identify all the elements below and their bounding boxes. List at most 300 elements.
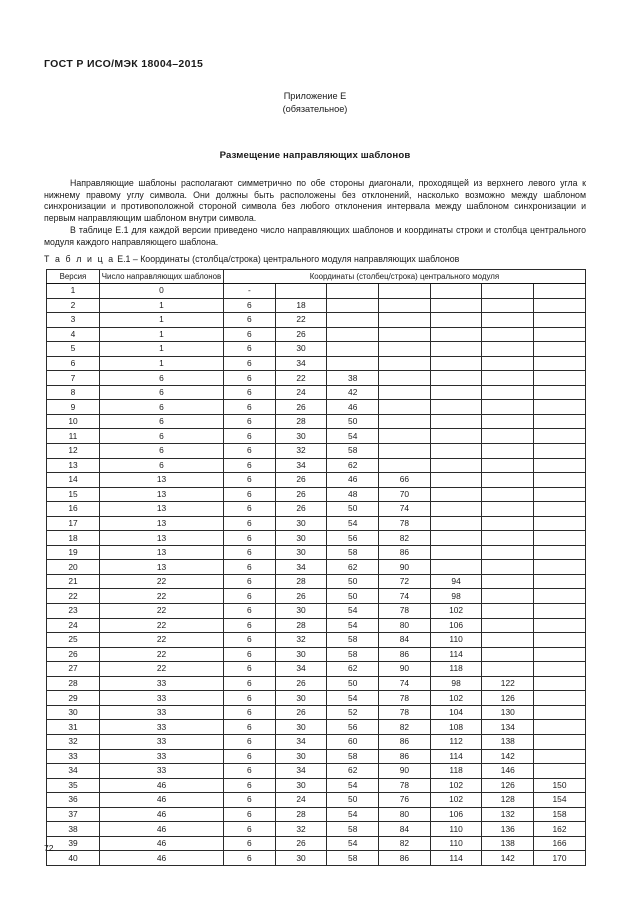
cell-coordinate: 22 bbox=[275, 371, 327, 386]
cell-coordinate bbox=[482, 313, 534, 328]
cell-coordinate: 84 bbox=[379, 633, 431, 648]
table-row bbox=[47, 836, 586, 851]
cell-version: 36 bbox=[47, 793, 100, 808]
cell-coordinate bbox=[534, 734, 586, 749]
cell-coordinate bbox=[534, 458, 586, 473]
cell-coordinate bbox=[534, 749, 586, 764]
annex-status: (обязательное) bbox=[282, 103, 348, 114]
cell-coordinate: 26 bbox=[275, 705, 327, 720]
cell-coordinate: 84 bbox=[379, 822, 431, 837]
table-row bbox=[47, 429, 586, 444]
column-header-coordinates: Координаты (столбец/строка) центрального модуля bbox=[224, 270, 586, 284]
cell-coordinate bbox=[534, 516, 586, 531]
cell-coordinate: 24 bbox=[275, 793, 327, 808]
cell-version: 39 bbox=[47, 836, 100, 851]
cell-version: 22 bbox=[47, 589, 100, 604]
cell-version: 10 bbox=[47, 414, 100, 429]
table-row bbox=[47, 284, 586, 299]
cell-coordinate: 130 bbox=[482, 705, 534, 720]
cell-coordinate bbox=[534, 633, 586, 648]
cell-coordinate: 80 bbox=[379, 618, 431, 633]
cell-coordinate: 136 bbox=[482, 822, 534, 837]
cell-coordinate: 78 bbox=[379, 516, 431, 531]
cell-coordinate bbox=[534, 720, 586, 735]
cell-coordinate bbox=[482, 604, 534, 619]
cell-coordinate bbox=[430, 400, 482, 415]
cell-pattern-count: 22 bbox=[100, 574, 224, 589]
table-row bbox=[47, 531, 586, 546]
cell-coordinate: 58 bbox=[327, 633, 379, 648]
cell-coordinate: 42 bbox=[327, 385, 379, 400]
cell-coordinate bbox=[534, 342, 586, 357]
cell-pattern-count: 1 bbox=[100, 327, 224, 342]
cell-pattern-count: 1 bbox=[100, 313, 224, 328]
cell-coordinate: 86 bbox=[379, 647, 431, 662]
cell-coordinate: 34 bbox=[275, 662, 327, 677]
table-row bbox=[47, 545, 586, 560]
cell-coordinate bbox=[482, 487, 534, 502]
table-row bbox=[47, 589, 586, 604]
cell-coordinate: 58 bbox=[327, 851, 379, 866]
cell-coordinate: 56 bbox=[327, 531, 379, 546]
cell-pattern-count: 33 bbox=[100, 691, 224, 706]
cell-coordinate: 102 bbox=[430, 604, 482, 619]
cell-coordinate bbox=[534, 618, 586, 633]
body-text-block bbox=[44, 178, 586, 248]
cell-coordinate bbox=[482, 385, 534, 400]
cell-pattern-count: 1 bbox=[100, 298, 224, 313]
cell-version: 37 bbox=[47, 807, 100, 822]
cell-version: 30 bbox=[47, 705, 100, 720]
cell-coordinate: 30 bbox=[275, 531, 327, 546]
cell-coordinate: 6 bbox=[224, 385, 276, 400]
cell-coordinate bbox=[534, 313, 586, 328]
cell-pattern-count: 6 bbox=[100, 414, 224, 429]
cell-coordinate: 142 bbox=[482, 851, 534, 866]
cell-coordinate: 6 bbox=[224, 691, 276, 706]
cell-coordinate: 86 bbox=[379, 734, 431, 749]
table-row bbox=[47, 734, 586, 749]
cell-coordinate bbox=[482, 414, 534, 429]
cell-pattern-count: 33 bbox=[100, 764, 224, 779]
table-row bbox=[47, 371, 586, 386]
cell-coordinate: 6 bbox=[224, 560, 276, 575]
cell-coordinate: 34 bbox=[275, 560, 327, 575]
cell-coordinate: 30 bbox=[275, 720, 327, 735]
cell-pattern-count: 1 bbox=[100, 342, 224, 357]
cell-coordinate: 30 bbox=[275, 778, 327, 793]
cell-coordinate bbox=[534, 691, 586, 706]
table-row bbox=[47, 356, 586, 371]
cell-coordinate: 6 bbox=[224, 749, 276, 764]
table-row bbox=[47, 487, 586, 502]
cell-coordinate: 6 bbox=[224, 531, 276, 546]
cell-coordinate bbox=[534, 414, 586, 429]
cell-coordinate: 90 bbox=[379, 764, 431, 779]
cell-coordinate bbox=[482, 473, 534, 488]
cell-coordinate bbox=[430, 444, 482, 459]
cell-coordinate: 58 bbox=[327, 822, 379, 837]
cell-coordinate: 6 bbox=[224, 371, 276, 386]
cell-coordinate: 132 bbox=[482, 807, 534, 822]
cell-coordinate: 82 bbox=[379, 531, 431, 546]
table-row bbox=[47, 851, 586, 866]
cell-coordinate bbox=[430, 371, 482, 386]
cell-coordinate bbox=[379, 458, 431, 473]
cell-coordinate bbox=[482, 589, 534, 604]
cell-pattern-count: 13 bbox=[100, 516, 224, 531]
cell-coordinate bbox=[430, 560, 482, 575]
page-number: 72 bbox=[44, 843, 54, 853]
cell-coordinate: 60 bbox=[327, 734, 379, 749]
cell-coordinate: 90 bbox=[379, 662, 431, 677]
table-header-row bbox=[47, 270, 586, 284]
cell-coordinate: 54 bbox=[327, 618, 379, 633]
table-row bbox=[47, 793, 586, 808]
cell-coordinate bbox=[379, 429, 431, 444]
cell-coordinate: 34 bbox=[275, 458, 327, 473]
cell-coordinate bbox=[534, 604, 586, 619]
column-header-version: Версия bbox=[47, 270, 100, 284]
cell-coordinate: 6 bbox=[224, 342, 276, 357]
cell-coordinate: 6 bbox=[224, 313, 276, 328]
cell-coordinate: 54 bbox=[327, 604, 379, 619]
cell-coordinate bbox=[327, 327, 379, 342]
cell-coordinate: 78 bbox=[379, 604, 431, 619]
cell-version: 38 bbox=[47, 822, 100, 837]
table-row bbox=[47, 705, 586, 720]
cell-coordinate bbox=[534, 647, 586, 662]
cell-pattern-count: 33 bbox=[100, 720, 224, 735]
cell-coordinate: 6 bbox=[224, 589, 276, 604]
cell-pattern-count: 22 bbox=[100, 633, 224, 648]
cell-coordinate: 34 bbox=[275, 356, 327, 371]
cell-coordinate bbox=[430, 414, 482, 429]
cell-coordinate bbox=[379, 400, 431, 415]
cell-pattern-count: 46 bbox=[100, 807, 224, 822]
cell-coordinate: 166 bbox=[534, 836, 586, 851]
cell-coordinate: 6 bbox=[224, 836, 276, 851]
cell-coordinate: 50 bbox=[327, 589, 379, 604]
cell-coordinate: 74 bbox=[379, 676, 431, 691]
cell-coordinate: 72 bbox=[379, 574, 431, 589]
cell-coordinate: 6 bbox=[224, 429, 276, 444]
cell-coordinate bbox=[327, 342, 379, 357]
cell-coordinate: 128 bbox=[482, 793, 534, 808]
cell-coordinate: 46 bbox=[327, 473, 379, 488]
cell-coordinate bbox=[482, 342, 534, 357]
cell-coordinate: 26 bbox=[275, 502, 327, 517]
cell-pattern-count: 6 bbox=[100, 371, 224, 386]
cell-coordinate: 48 bbox=[327, 487, 379, 502]
cell-coordinate: 6 bbox=[224, 793, 276, 808]
cell-version: 13 bbox=[47, 458, 100, 473]
cell-pattern-count: 33 bbox=[100, 676, 224, 691]
cell-coordinate: 6 bbox=[224, 764, 276, 779]
cell-coordinate: 94 bbox=[430, 574, 482, 589]
cell-coordinate bbox=[482, 574, 534, 589]
cell-coordinate bbox=[534, 371, 586, 386]
cell-version: 21 bbox=[47, 574, 100, 589]
cell-coordinate bbox=[534, 589, 586, 604]
table-caption bbox=[44, 254, 459, 264]
annex-heading-block bbox=[0, 90, 630, 115]
cell-coordinate bbox=[430, 327, 482, 342]
cell-version: 17 bbox=[47, 516, 100, 531]
cell-coordinate: 98 bbox=[430, 589, 482, 604]
cell-coordinate bbox=[534, 298, 586, 313]
cell-pattern-count: 13 bbox=[100, 545, 224, 560]
table-row bbox=[47, 604, 586, 619]
table-row bbox=[47, 313, 586, 328]
cell-coordinate: 22 bbox=[275, 313, 327, 328]
cell-coordinate bbox=[327, 298, 379, 313]
cell-coordinate: 118 bbox=[430, 662, 482, 677]
cell-coordinate bbox=[430, 458, 482, 473]
cell-coordinate bbox=[482, 633, 534, 648]
cell-version: 31 bbox=[47, 720, 100, 735]
cell-coordinate bbox=[534, 385, 586, 400]
cell-coordinate bbox=[379, 284, 431, 299]
table-row bbox=[47, 807, 586, 822]
cell-coordinate: 54 bbox=[327, 691, 379, 706]
cell-version: 34 bbox=[47, 764, 100, 779]
cell-coordinate: 110 bbox=[430, 822, 482, 837]
cell-coordinate: 6 bbox=[224, 473, 276, 488]
table-row bbox=[47, 633, 586, 648]
cell-coordinate: 6 bbox=[224, 633, 276, 648]
cell-version: 7 bbox=[47, 371, 100, 386]
table-row bbox=[47, 385, 586, 400]
cell-version: 25 bbox=[47, 633, 100, 648]
cell-coordinate: 6 bbox=[224, 545, 276, 560]
table-row bbox=[47, 574, 586, 589]
cell-pattern-count: 6 bbox=[100, 385, 224, 400]
cell-version: 16 bbox=[47, 502, 100, 517]
cell-version: 3 bbox=[47, 313, 100, 328]
cell-version: 6 bbox=[47, 356, 100, 371]
cell-coordinate: 76 bbox=[379, 793, 431, 808]
cell-coordinate: 28 bbox=[275, 618, 327, 633]
cell-coordinate: 54 bbox=[327, 807, 379, 822]
table-caption-rest: Е.1 – Координаты (столбца/строка) центрального модуля направляющих шаблонов bbox=[117, 254, 460, 264]
cell-coordinate bbox=[379, 298, 431, 313]
table-row bbox=[47, 458, 586, 473]
cell-coordinate bbox=[430, 487, 482, 502]
cell-coordinate bbox=[482, 429, 534, 444]
cell-coordinate: 32 bbox=[275, 444, 327, 459]
cell-coordinate: 78 bbox=[379, 705, 431, 720]
cell-coordinate: 30 bbox=[275, 545, 327, 560]
cell-pattern-count: 46 bbox=[100, 793, 224, 808]
cell-pattern-count: 46 bbox=[100, 836, 224, 851]
cell-coordinate bbox=[534, 429, 586, 444]
cell-coordinate bbox=[482, 327, 534, 342]
cell-coordinate: 30 bbox=[275, 429, 327, 444]
cell-coordinate: 62 bbox=[327, 764, 379, 779]
cell-coordinate bbox=[534, 356, 586, 371]
cell-coordinate: 142 bbox=[482, 749, 534, 764]
cell-coordinate bbox=[534, 545, 586, 560]
cell-coordinate bbox=[430, 502, 482, 517]
cell-coordinate bbox=[534, 327, 586, 342]
cell-coordinate bbox=[482, 531, 534, 546]
cell-coordinate: 38 bbox=[327, 371, 379, 386]
table-body bbox=[47, 284, 586, 866]
cell-pattern-count: 13 bbox=[100, 531, 224, 546]
cell-coordinate: 106 bbox=[430, 807, 482, 822]
cell-coordinate bbox=[379, 327, 431, 342]
cell-pattern-count: 0 bbox=[100, 284, 224, 299]
cell-coordinate: 66 bbox=[379, 473, 431, 488]
cell-coordinate: 62 bbox=[327, 560, 379, 575]
cell-coordinate: 54 bbox=[327, 836, 379, 851]
cell-coordinate: 26 bbox=[275, 836, 327, 851]
cell-coordinate: 90 bbox=[379, 560, 431, 575]
cell-coordinate: 26 bbox=[275, 473, 327, 488]
cell-coordinate: 28 bbox=[275, 414, 327, 429]
table-row bbox=[47, 691, 586, 706]
cell-coordinate bbox=[379, 414, 431, 429]
cell-coordinate bbox=[430, 473, 482, 488]
cell-coordinate bbox=[379, 356, 431, 371]
cell-coordinate bbox=[327, 284, 379, 299]
cell-version: 12 bbox=[47, 444, 100, 459]
cell-coordinate bbox=[482, 618, 534, 633]
cell-coordinate: 58 bbox=[327, 444, 379, 459]
cell-coordinate: 78 bbox=[379, 691, 431, 706]
cell-coordinate: 106 bbox=[430, 618, 482, 633]
cell-coordinate: 24 bbox=[275, 385, 327, 400]
cell-coordinate bbox=[482, 400, 534, 415]
cell-coordinate: 50 bbox=[327, 574, 379, 589]
cell-coordinate: 170 bbox=[534, 851, 586, 866]
cell-coordinate: 62 bbox=[327, 662, 379, 677]
cell-pattern-count: 46 bbox=[100, 851, 224, 866]
cell-coordinate: 74 bbox=[379, 502, 431, 517]
cell-coordinate: 150 bbox=[534, 778, 586, 793]
cell-version: 29 bbox=[47, 691, 100, 706]
cell-version: 28 bbox=[47, 676, 100, 691]
cell-version: 33 bbox=[47, 749, 100, 764]
cell-coordinate: 18 bbox=[275, 298, 327, 313]
cell-coordinate: 86 bbox=[379, 545, 431, 560]
table-row bbox=[47, 400, 586, 415]
cell-coordinate: 82 bbox=[379, 836, 431, 851]
cell-coordinate: 34 bbox=[275, 734, 327, 749]
cell-coordinate: - bbox=[224, 284, 276, 299]
cell-version: 8 bbox=[47, 385, 100, 400]
cell-coordinate bbox=[534, 487, 586, 502]
cell-coordinate: 6 bbox=[224, 604, 276, 619]
cell-coordinate: 110 bbox=[430, 836, 482, 851]
cell-coordinate: 6 bbox=[224, 502, 276, 517]
cell-coordinate: 58 bbox=[327, 749, 379, 764]
cell-coordinate: 6 bbox=[224, 327, 276, 342]
cell-coordinate: 34 bbox=[275, 764, 327, 779]
cell-coordinate: 30 bbox=[275, 342, 327, 357]
cell-coordinate bbox=[482, 502, 534, 517]
alignment-pattern-table bbox=[46, 269, 586, 866]
cell-coordinate bbox=[327, 313, 379, 328]
annex-label: Приложение Е bbox=[283, 91, 347, 101]
cell-coordinate: 30 bbox=[275, 749, 327, 764]
cell-coordinate bbox=[482, 545, 534, 560]
paragraph-1: Направляющие шаблоны располагают симметрично по обе стороны диагонали, проходящей из верхнего левого угла к нижнему правому углу символа. Они должны быть расположены без отклонений, насколько возможно между шаблоном синхронизации и противоположной стороной символа без любого отклонения интервала между шаблоном синхронизации и первым направляющим шаблоном внутри символа. bbox=[44, 178, 586, 224]
cell-coordinate: 6 bbox=[224, 720, 276, 735]
cell-coordinate bbox=[482, 662, 534, 677]
cell-coordinate: 134 bbox=[482, 720, 534, 735]
cell-coordinate bbox=[534, 574, 586, 589]
cell-coordinate: 6 bbox=[224, 647, 276, 662]
cell-coordinate bbox=[534, 444, 586, 459]
cell-coordinate bbox=[430, 356, 482, 371]
cell-version: 1 bbox=[47, 284, 100, 299]
cell-coordinate: 46 bbox=[327, 400, 379, 415]
cell-coordinate: 26 bbox=[275, 400, 327, 415]
cell-coordinate: 6 bbox=[224, 705, 276, 720]
cell-coordinate bbox=[430, 516, 482, 531]
cell-coordinate: 62 bbox=[327, 458, 379, 473]
cell-pattern-count: 1 bbox=[100, 356, 224, 371]
cell-coordinate bbox=[534, 662, 586, 677]
cell-coordinate: 26 bbox=[275, 676, 327, 691]
cell-coordinate bbox=[430, 429, 482, 444]
cell-coordinate: 32 bbox=[275, 822, 327, 837]
cell-version: 23 bbox=[47, 604, 100, 619]
table-row bbox=[47, 342, 586, 357]
cell-pattern-count: 13 bbox=[100, 560, 224, 575]
cell-coordinate bbox=[482, 356, 534, 371]
cell-coordinate: 126 bbox=[482, 778, 534, 793]
section-title: Размещение направляющих шаблонов bbox=[219, 150, 411, 161]
cell-coordinate: 6 bbox=[224, 676, 276, 691]
table-row bbox=[47, 720, 586, 735]
cell-coordinate: 6 bbox=[224, 356, 276, 371]
cell-coordinate bbox=[430, 284, 482, 299]
cell-coordinate: 122 bbox=[482, 676, 534, 691]
cell-version: 26 bbox=[47, 647, 100, 662]
cell-coordinate bbox=[482, 458, 534, 473]
cell-coordinate: 52 bbox=[327, 705, 379, 720]
cell-coordinate: 154 bbox=[534, 793, 586, 808]
cell-version: 5 bbox=[47, 342, 100, 357]
cell-coordinate: 114 bbox=[430, 851, 482, 866]
cell-coordinate bbox=[379, 313, 431, 328]
cell-coordinate bbox=[534, 705, 586, 720]
cell-coordinate: 146 bbox=[482, 764, 534, 779]
cell-coordinate: 54 bbox=[327, 429, 379, 444]
table-row bbox=[47, 444, 586, 459]
paragraph-2: В таблице Е.1 для каждой версии приведено число направляющих шаблонов и координаты строки и столбца центрального модуля каждого направляющего шаблона. bbox=[44, 224, 586, 247]
cell-coordinate: 58 bbox=[327, 545, 379, 560]
cell-coordinate: 6 bbox=[224, 851, 276, 866]
cell-coordinate: 6 bbox=[224, 734, 276, 749]
cell-coordinate: 126 bbox=[482, 691, 534, 706]
cell-coordinate: 102 bbox=[430, 778, 482, 793]
cell-coordinate: 30 bbox=[275, 691, 327, 706]
table-row bbox=[47, 749, 586, 764]
cell-coordinate: 6 bbox=[224, 487, 276, 502]
cell-coordinate: 104 bbox=[430, 705, 482, 720]
cell-coordinate bbox=[534, 531, 586, 546]
cell-coordinate: 6 bbox=[224, 444, 276, 459]
cell-coordinate: 138 bbox=[482, 836, 534, 851]
cell-coordinate: 30 bbox=[275, 516, 327, 531]
cell-coordinate: 26 bbox=[275, 487, 327, 502]
cell-coordinate bbox=[534, 400, 586, 415]
cell-coordinate: 6 bbox=[224, 516, 276, 531]
